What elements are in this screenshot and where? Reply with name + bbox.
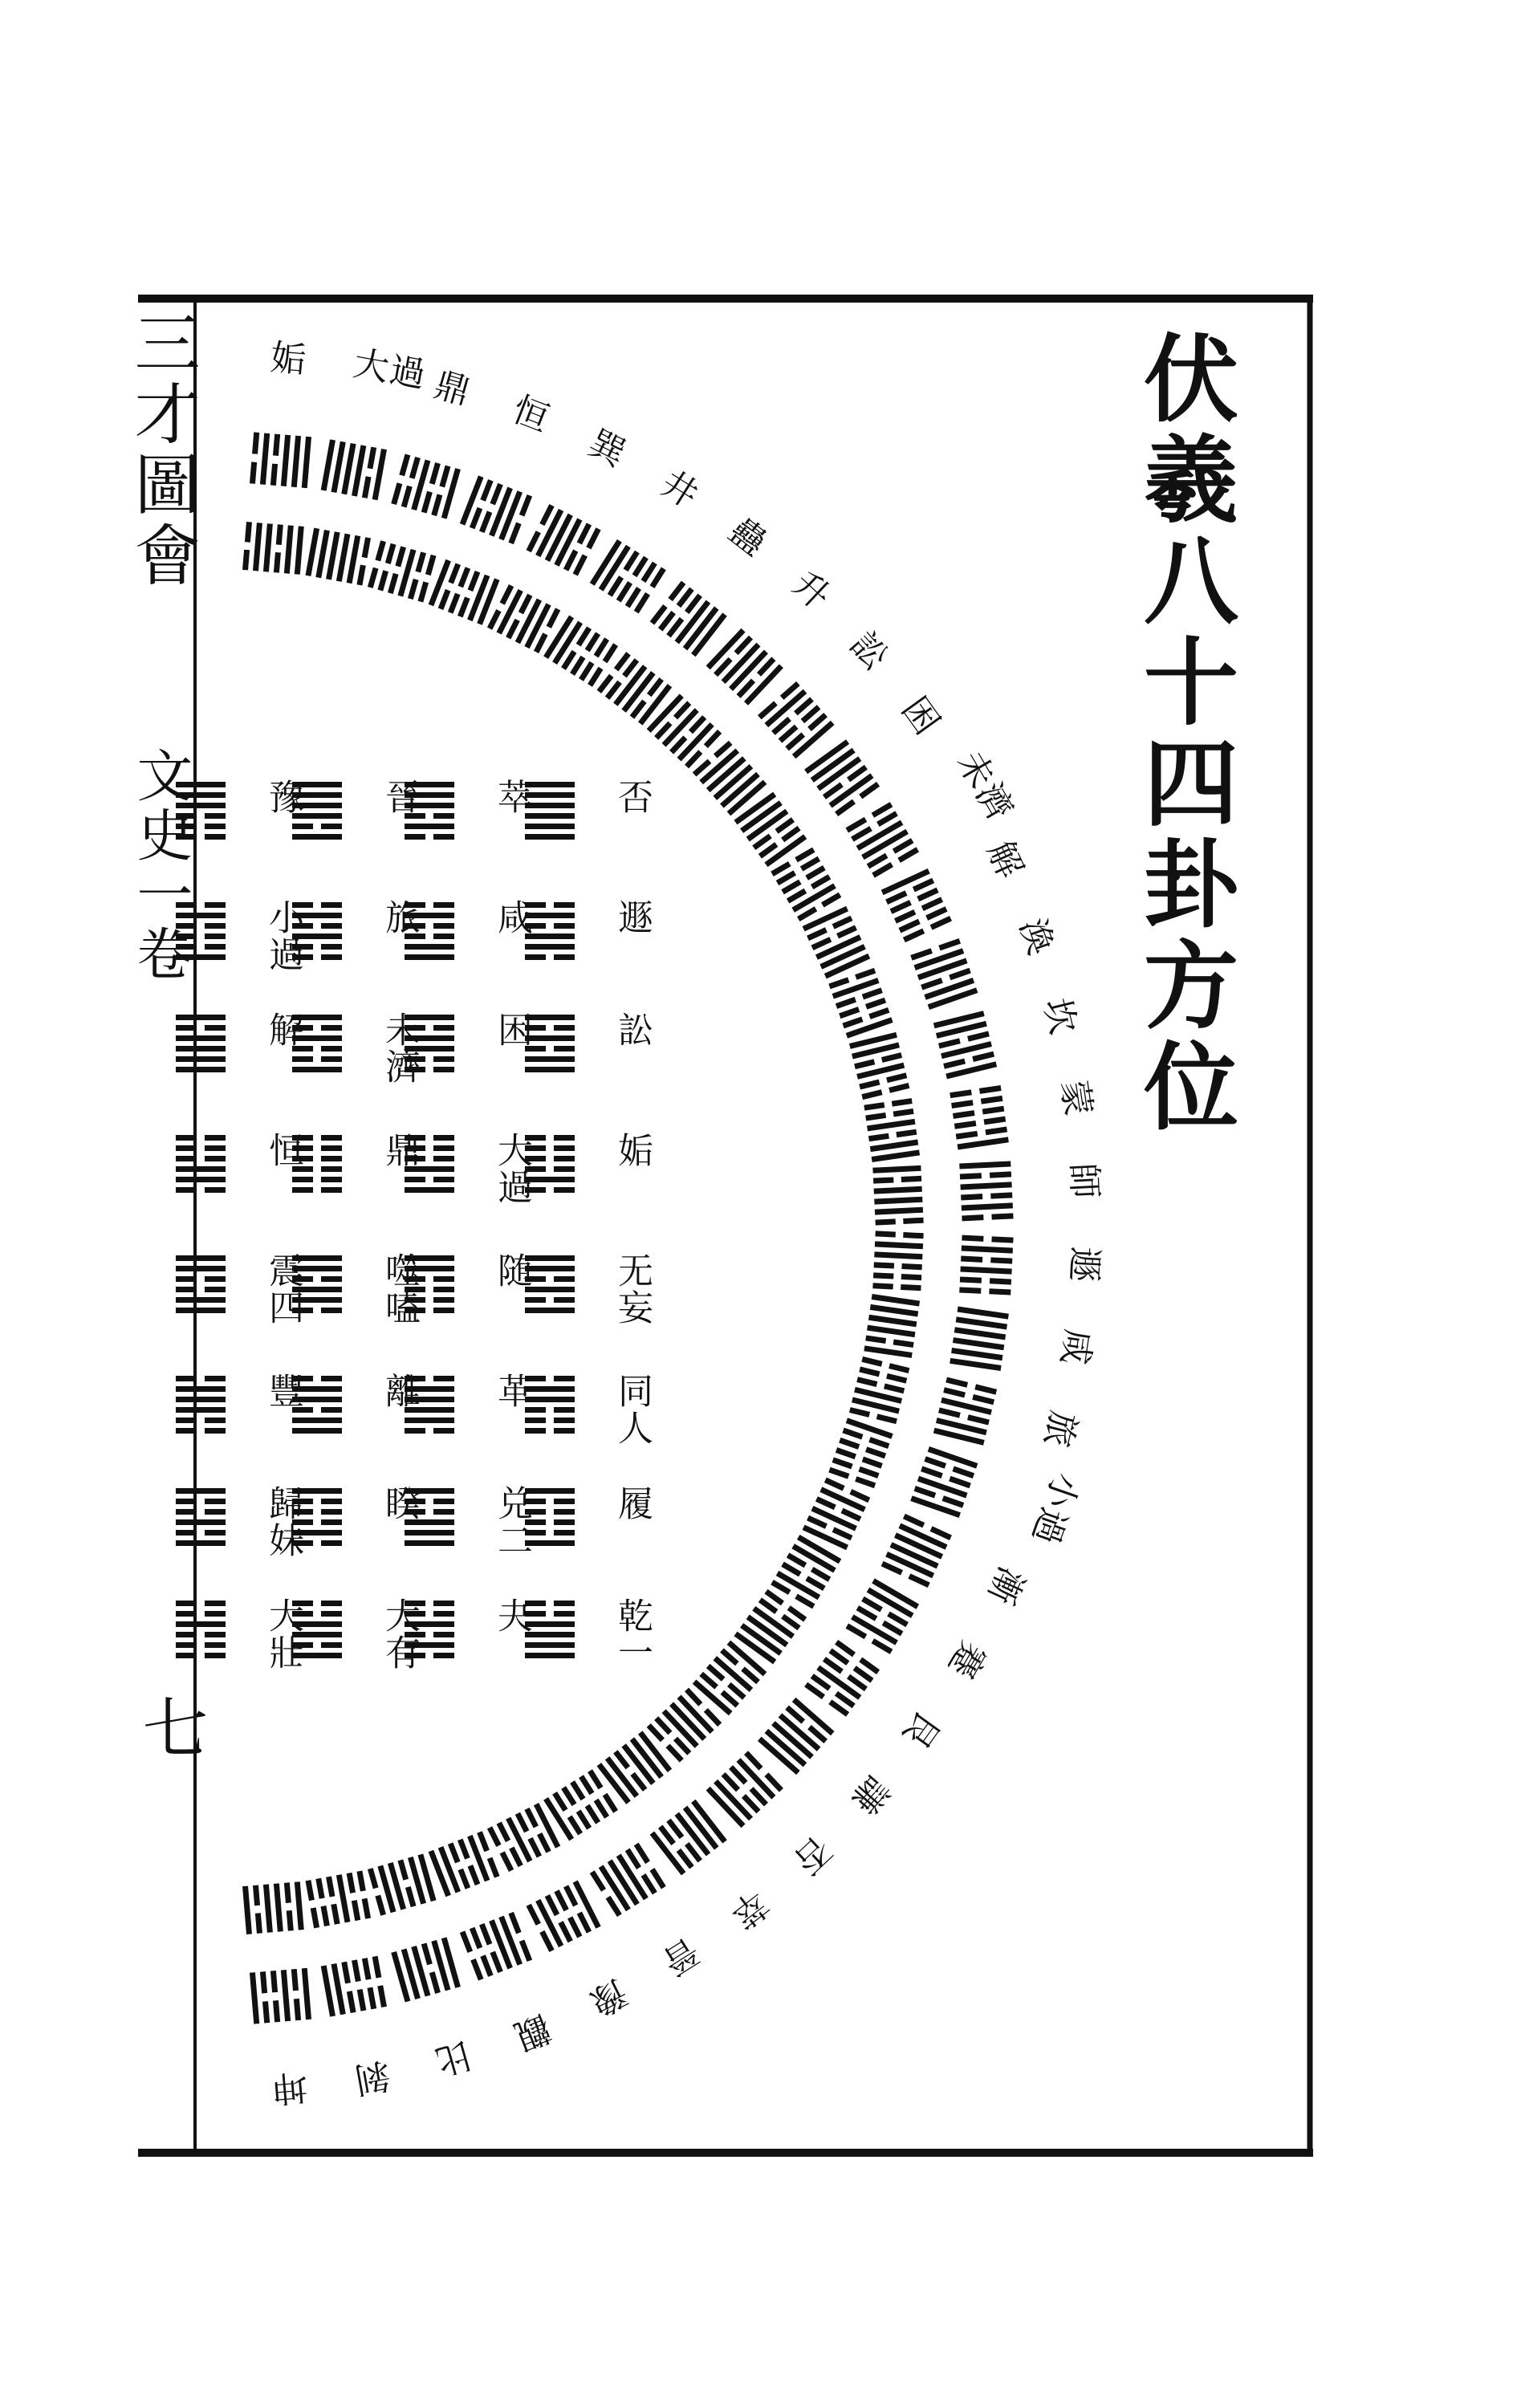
hexagram-glyph xyxy=(368,1853,437,1915)
hexagram-glyph xyxy=(368,540,437,602)
hexagram-name: 否 xyxy=(612,779,653,816)
hexagram-glyph xyxy=(933,1011,997,1079)
arc-hexagram-name: 艮 xyxy=(893,1702,950,1757)
hexagram-glyph xyxy=(771,1535,841,1609)
hexagram-glyph xyxy=(250,432,311,488)
arc-hexagram-name: 咸 xyxy=(1052,1326,1099,1369)
hexagram-glyph xyxy=(950,1307,1009,1371)
hexagram-name: 訟 xyxy=(612,1011,653,1048)
hexagram-glyph xyxy=(460,1912,532,1981)
page-title: 伏羲八十四卦方位 xyxy=(1128,329,1239,1138)
hexagram-name: 姤 xyxy=(612,1132,653,1169)
hexagram-glyph xyxy=(849,1032,909,1100)
hexagram-glyph xyxy=(321,439,387,500)
hexagram-name: 遯 xyxy=(612,899,653,936)
hexagram-glyph xyxy=(176,1135,226,1193)
hexagram-name: 随 xyxy=(491,1252,532,1289)
hexagram-glyph xyxy=(525,1135,575,1193)
hexagram-glyph xyxy=(597,1731,673,1804)
arc-hexagram-name: 漸 xyxy=(978,1560,1032,1612)
arc-hexagram-name: 晉 xyxy=(653,1929,707,1984)
hexagram-name: 大有 xyxy=(379,1597,420,1671)
hexagram-name: 无妄 xyxy=(612,1252,653,1326)
hexagram-name: 革 xyxy=(491,1373,532,1409)
arc-hexagram-name: 蠱 xyxy=(721,510,776,565)
hexagram-glyph xyxy=(543,1769,618,1841)
hexagram-glyph xyxy=(910,938,978,1010)
hexagram-glyph xyxy=(305,1871,371,1929)
hexagram-name: 豐 xyxy=(262,1373,303,1409)
hexagram-glyph xyxy=(959,1161,1013,1221)
hexagram-name: 恒 xyxy=(262,1132,303,1169)
hexagram-glyph xyxy=(881,868,952,942)
hexagram-glyph xyxy=(828,968,893,1039)
arc-hexagram-name: 萃 xyxy=(721,1881,776,1937)
hexagram-name: 離 xyxy=(379,1373,420,1409)
hexagram-glyph xyxy=(525,902,575,960)
arc-hexagram-name: 訟 xyxy=(842,624,897,679)
hexagram-name: 豫 xyxy=(262,779,303,816)
hexagram-glyph xyxy=(176,1488,226,1546)
arc-hexagrams xyxy=(242,432,1014,2024)
hexagram-name: 震四 xyxy=(262,1252,303,1326)
hexagram-glyph xyxy=(525,782,575,840)
arc-hexagram-name: 蒙 xyxy=(1052,1077,1099,1121)
arc-hexagram-name: 剝 xyxy=(350,2053,394,2101)
hexagram-glyph xyxy=(872,1230,923,1291)
arc-hexagram-name: 小過 xyxy=(1023,1467,1087,1552)
arc-hexagram-name: 升 xyxy=(784,563,840,620)
arc-hexagram-name: 豫 xyxy=(582,1971,634,2024)
hexagram-glyph xyxy=(803,906,871,979)
hexagram-glyph xyxy=(771,848,841,921)
book-section: 文史一卷 xyxy=(128,746,193,984)
arc-hexagram-name: 蹇 xyxy=(939,1633,994,1687)
hexagram-glyph xyxy=(250,1968,311,2024)
hexagram-glyph xyxy=(706,1751,783,1828)
arc-hexagram-name: 姤 xyxy=(269,336,310,381)
arc-hexagram-name: 觀 xyxy=(506,2005,557,2058)
arc-hexagram-name: 旅 xyxy=(1035,1406,1084,1453)
book-title: 三才圖會 xyxy=(124,309,200,592)
hexagram-glyph xyxy=(527,1880,601,1952)
hexagram-glyph xyxy=(525,1488,575,1546)
hexagram-name: 噬嗑 xyxy=(379,1252,420,1326)
hexagram-glyph xyxy=(706,628,783,706)
hexagram-glyph xyxy=(176,1015,226,1072)
arc-hexagram-name: 渙 xyxy=(1011,913,1062,962)
hexagram-name: 晉 xyxy=(379,779,420,816)
hexagram-name: 夬 xyxy=(491,1597,532,1634)
hexagram-name: 乾一 xyxy=(612,1597,653,1671)
hexagram-name: 困 xyxy=(491,1011,532,1048)
hexagram-name: 睽 xyxy=(379,1485,420,1522)
hexagram-glyph xyxy=(429,1831,500,1897)
arc-hexagram-name: 解 xyxy=(978,835,1032,886)
hexagram-glyph xyxy=(910,1446,978,1518)
hexagram-name: 鼎 xyxy=(379,1132,420,1169)
hexagram-glyph xyxy=(590,1843,666,1918)
hexagram-glyph xyxy=(650,1800,727,1876)
hexagram-glyph xyxy=(758,1698,835,1775)
hexagram-glyph xyxy=(828,1418,893,1488)
hexagram-glyph xyxy=(305,528,371,586)
hexagram-name: 同人 xyxy=(612,1373,653,1446)
hexagram-glyph xyxy=(846,802,920,877)
hexagram-glyph xyxy=(487,584,560,653)
arc-hexagram-name: 遯 xyxy=(1062,1245,1105,1285)
hexagram-glyph xyxy=(804,739,880,816)
hexagram-glyph xyxy=(864,1294,920,1358)
hexagram-glyph xyxy=(543,616,618,687)
hexagram-glyph xyxy=(176,1601,226,1658)
page-number: 七 xyxy=(132,1694,208,1759)
hexagram-glyph xyxy=(950,1085,1009,1149)
hexagram-glyph xyxy=(803,1478,871,1551)
hexagram-glyph xyxy=(872,1165,923,1226)
arc-hexagram-name: 井 xyxy=(653,462,707,518)
hexagram-glyph xyxy=(527,504,601,576)
hexagram-glyph xyxy=(460,475,532,544)
hexagram-glyph xyxy=(525,1015,575,1072)
hexagram-glyph xyxy=(525,1601,575,1658)
hexagram-name: 兑二 xyxy=(491,1485,532,1559)
arc-hexagram-name: 坎 xyxy=(1035,994,1084,1040)
hexagram-name: 大壯 xyxy=(262,1597,303,1671)
arc-hexagram-name: 困 xyxy=(893,689,950,744)
arc-hexagram-name: 師 xyxy=(1062,1161,1105,1202)
hexagram-name: 解 xyxy=(262,1011,303,1048)
hexagram-name: 咸 xyxy=(491,899,532,936)
hexagram-name: 旅 xyxy=(379,899,420,936)
arc-hexagram-name: 謙 xyxy=(842,1767,897,1823)
arc-hexagram-name: 未濟 xyxy=(949,744,1022,829)
hexagram-glyph xyxy=(429,559,500,625)
arc-hexagram-name: 恒 xyxy=(506,388,557,441)
arc-hexagram-name: 比 xyxy=(429,2033,477,2083)
arc-hexagram-name: 坤 xyxy=(269,2065,310,2110)
hexagram-glyph xyxy=(650,581,727,657)
arc-hexagram-name: 大過 xyxy=(350,343,431,397)
hexagram-name: 萃 xyxy=(491,779,532,816)
hexagram-glyph xyxy=(176,1255,226,1313)
hexagram-name: 大過 xyxy=(491,1132,532,1206)
hexagram-glyph xyxy=(881,1514,952,1588)
hexagram-glyph xyxy=(525,1255,575,1313)
hexagram-name: 小過 xyxy=(262,899,303,973)
hexagram-glyph xyxy=(959,1235,1013,1296)
arc-hexagram-name: 巽 xyxy=(582,422,634,476)
hexagram-glyph xyxy=(933,1377,997,1446)
hexagram-glyph xyxy=(487,1803,560,1872)
arc-hexagram-name: 鼎 xyxy=(429,364,477,413)
hexagram-glyph xyxy=(590,539,666,614)
hexagram-glyph xyxy=(846,1578,920,1653)
hexagram-glyph xyxy=(525,1376,575,1434)
hexagram-glyph xyxy=(242,1881,304,1934)
hexagram-name: 歸妹 xyxy=(262,1485,303,1559)
hexagram-glyph xyxy=(176,1376,226,1434)
hexagram-glyph xyxy=(864,1098,920,1162)
arc-hexagram-name: 否 xyxy=(784,1827,840,1883)
hexagram-glyph xyxy=(804,1640,880,1717)
hexagram-name: 履 xyxy=(612,1485,653,1522)
hexagram-glyph xyxy=(391,1937,461,2002)
hexagram-glyph xyxy=(242,522,304,575)
hexagram-glyph xyxy=(321,1956,387,2017)
hexagram-glyph xyxy=(758,681,835,759)
hexagram-name: 未濟 xyxy=(379,1011,420,1085)
hexagram-glyph xyxy=(391,454,461,519)
hexagram-glyph xyxy=(849,1357,909,1424)
